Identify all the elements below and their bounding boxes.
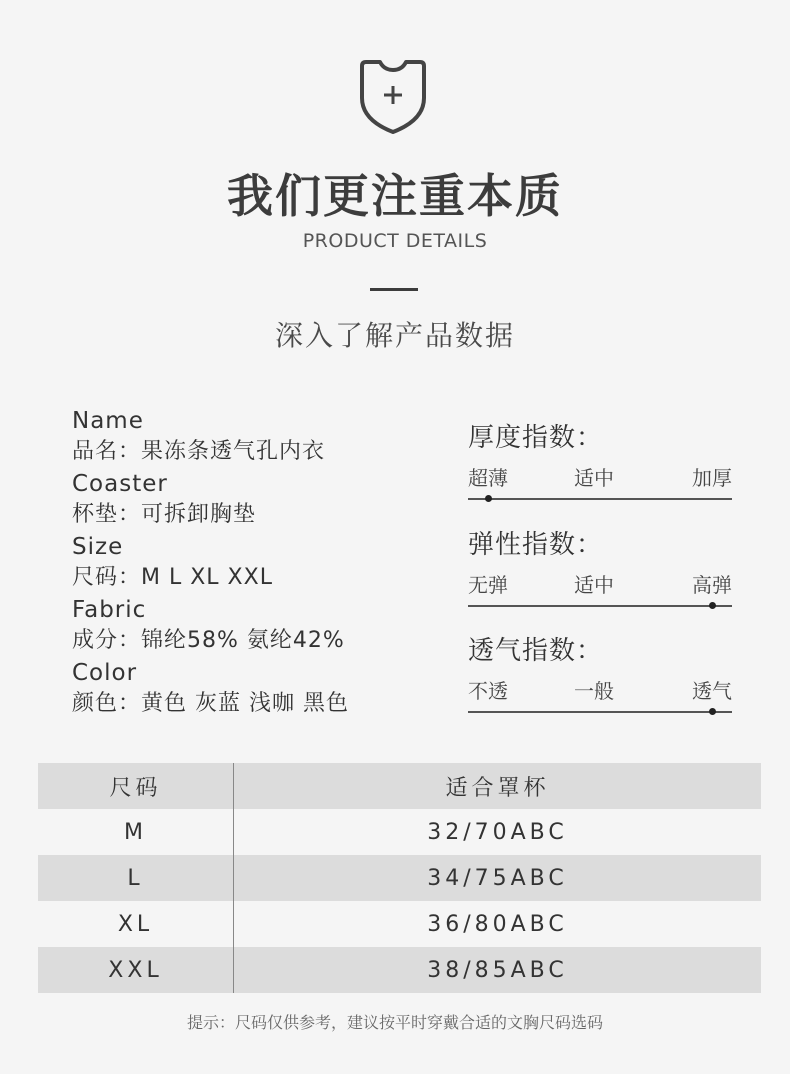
index-title: 弹性指数： bbox=[468, 530, 604, 560]
index-labels bbox=[468, 569, 732, 599]
spec-value-cn: 杯垫：可拆卸胸垫 bbox=[72, 502, 257, 527]
index-track bbox=[468, 711, 732, 713]
breathability-index bbox=[468, 631, 732, 713]
cell-cup: 34/75ABC bbox=[427, 865, 568, 891]
spec-size bbox=[72, 532, 432, 594]
index-title: 透气指数： bbox=[468, 636, 604, 666]
cell-size: M bbox=[38, 809, 234, 855]
index-track bbox=[468, 605, 732, 607]
cell-size: XL bbox=[38, 901, 234, 947]
index-labels bbox=[468, 675, 732, 705]
index-label-mid: 适中 bbox=[574, 466, 614, 490]
spec-label-en: Coaster bbox=[72, 471, 168, 497]
table-header-row bbox=[38, 763, 761, 809]
index-label-high: 透气 bbox=[692, 679, 732, 703]
spec-value-cn: 成分：锦纶58% 氨纶42% bbox=[72, 628, 345, 653]
index-label-low: 无弹 bbox=[468, 573, 508, 597]
spec-label-en: Fabric bbox=[72, 597, 147, 623]
index-title: 厚度指数： bbox=[468, 423, 604, 453]
index-label-mid: 适中 bbox=[574, 573, 614, 597]
spec-value-cn: 品名：果冻条透气孔内衣 bbox=[72, 439, 326, 464]
spec-name bbox=[72, 406, 432, 468]
spec-value-cn: 颜色：黄色 灰蓝 浅咖 黑色 bbox=[72, 691, 349, 716]
cell-size: XXL bbox=[38, 947, 234, 993]
table-row bbox=[38, 901, 761, 947]
size-table bbox=[38, 763, 761, 993]
index-marker bbox=[709, 708, 716, 715]
cell-size: L bbox=[38, 855, 234, 901]
divider bbox=[370, 288, 418, 291]
index-marker bbox=[485, 495, 492, 502]
table-row bbox=[38, 855, 761, 901]
table-row bbox=[38, 809, 761, 855]
elasticity-index bbox=[468, 525, 732, 607]
cell-cup: 36/80ABC bbox=[427, 911, 568, 937]
index-labels bbox=[468, 462, 732, 492]
index-label-low: 不透 bbox=[468, 679, 508, 703]
subtitle-en: PRODUCT DETAILS bbox=[302, 230, 488, 252]
spec-label-en: Name bbox=[72, 408, 144, 434]
spec-color bbox=[72, 658, 432, 720]
page-title: 我们更注重本质 bbox=[227, 169, 563, 223]
spec-coaster bbox=[72, 469, 432, 531]
index-label-high: 高弹 bbox=[692, 573, 732, 597]
index-label-low: 超薄 bbox=[468, 466, 508, 490]
thickness-index bbox=[468, 418, 732, 500]
index-track bbox=[468, 498, 732, 500]
size-note: 提示：尺码仅供参考，建议按平时穿戴合适的文胸尺码选码 bbox=[186, 1013, 603, 1032]
index-label-mid: 一般 bbox=[574, 679, 614, 703]
index-marker bbox=[709, 602, 716, 609]
index-label-high: 加厚 bbox=[692, 466, 732, 490]
spec-fabric bbox=[72, 595, 432, 657]
subtitle-cn: 深入了解产品数据 bbox=[274, 319, 515, 352]
spec-list bbox=[72, 406, 432, 721]
table-row bbox=[38, 947, 761, 993]
spec-label-en: Color bbox=[72, 660, 138, 686]
spec-value-cn: 尺码：M L XL XXL bbox=[72, 565, 273, 590]
shield-plus-icon bbox=[358, 56, 428, 136]
cell-cup: 32/70ABC bbox=[427, 819, 568, 845]
header-size: 尺码 bbox=[38, 763, 234, 809]
spec-label-en: Size bbox=[72, 534, 124, 560]
header-cup: 适合罩杯 bbox=[445, 775, 550, 801]
cell-cup: 38/85ABC bbox=[427, 957, 568, 983]
